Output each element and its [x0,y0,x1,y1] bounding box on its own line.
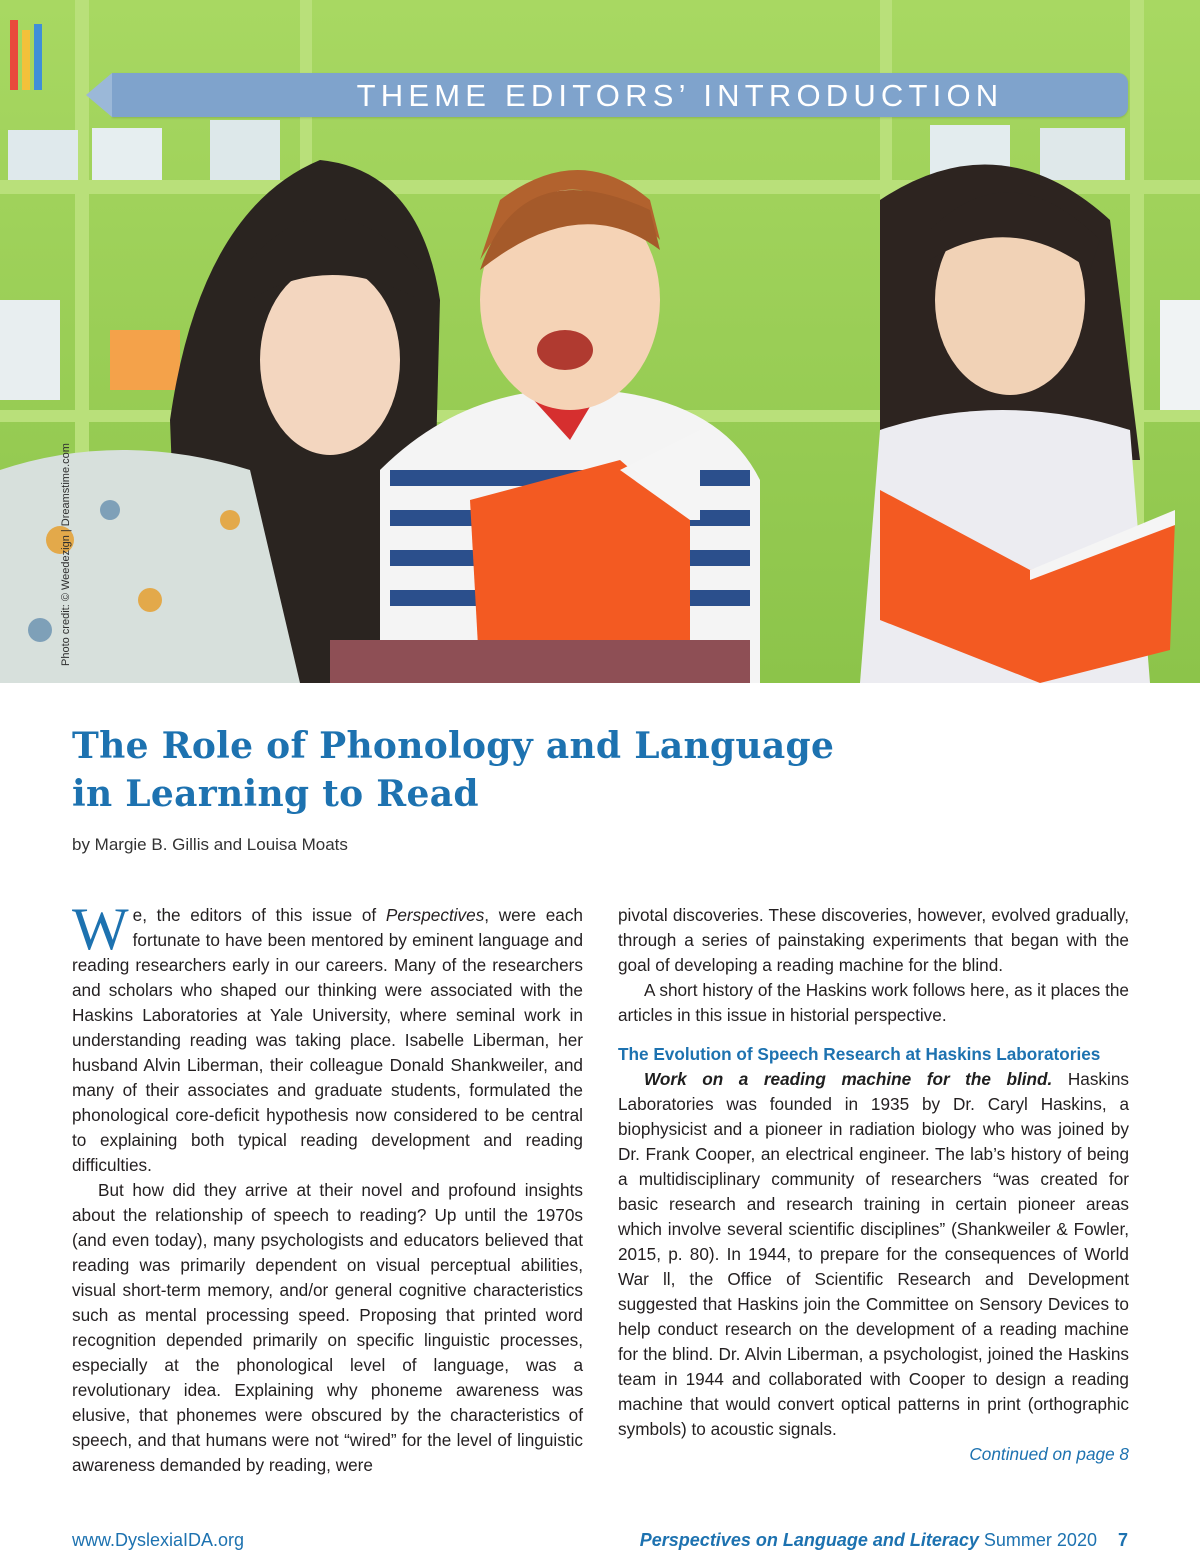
section-heading: The Evolution of Speech Research at Haskins Laboratories [618,1044,1101,1064]
intro-text-a: e, the editors of this issue of [132,905,386,925]
continued-link[interactable]: Continued on page 8 [969,1444,1129,1464]
paragraph-history: A short history of the Haskins work follows here, as it places the articles in this issue in historial perspective. [618,980,1129,1025]
article-title [72,722,834,818]
title-line-1: The Role of Phonology and Language [72,725,835,767]
paragraph-intro [72,896,583,1178]
byline: by Margie B. Gillis and Louisa Moats [72,835,348,854]
theme-label: THEME EDITORS’ INTRODUCTION [356,78,1004,113]
hero-photo [0,0,1200,683]
footer-website[interactable]: www.DyslexiaIDA.org [72,1530,245,1550]
run-in-heading: Work on a reading machine for the blind. [644,1069,1053,1089]
paragraph-reading-machine [618,1067,1129,1442]
intro-text-b: , were each fortunate to have been mentored by eminent language and reading researchers early in our careers. Many of the researchers and scholars who shaped our thinking were associated with the Haskins Laboratories at Yale University, where seminal work in understanding reading was taking place. Isabelle Liberman, her husband Alvin Liberman, their colleague Donald Shankweiler, and many of their associates and graduate students, formulated the phonological core-deficit hypothesis now considered to be central to explaining both typical reading development and reading difficulties. [72,905,583,1175]
footer-issue: Summer 2020 [983,1530,1097,1550]
reading-machine-text: Haskins Laboratories was founded in 1935 by Dr. Caryl Haskins, a biophysicist and a pioneer in radiation biology who was joined by Dr. Frank Cooper, an electrical engineer. The lab’s history of being a multidisciplinary community of researchers “was created for basic research and research training in certain pioneer areas which involve several scientific disciplines” (Shankweiler & Fowler, 2015, p. 80). In 1944, to prepare for the consequences of World War ll, the Office of Scientific Research and Development suggested that Haskins join the Committee on Sensory Devices to help conduct research on the development of a reading machine for the blind. Dr. Alvin Liberman, a psychologist, joined the Haskins team in 1944 and collaborated with Cooper to design a reading machine that would convert optical patterns in print (orthographic symbols) to acoustic signals. [618,1069,1129,1439]
paragraph-second: But how did they arrive at their novel and profound insights about the relationship of speech to reading? Up until the 1970s (and even today), many psychologists and educators believed that reading was primarily dependent on visual perceptual abilities, visual short-term memory, and/or general cognitive characteristics such as mental processing speed. Proposing that printed word recognition depended primarily on specific linguistic processes, especially at the phonological level of language, was a revolutionary idea. Explaining why phoneme awareness was elusive, that phonemes were obscured by the characteristics of speech, and that humans were not “wired” for the level of linguistic awareness demanded by reading, were [72,1180,583,1475]
drop-cap: W [72,896,129,962]
paragraph-continuation: pivotal discoveries. These discoveries, however, evolved gradually, through a series of painstaking experiments that began with the goal of developing a reading machine for the blind. [618,905,1129,975]
journal-name-italic: Perspectives [385,905,485,925]
footer-journal-info [640,1530,1128,1551]
theme-banner [112,73,1128,117]
footer-journal-name: Perspectives on Language and Literacy [639,1530,979,1550]
page-number: 7 [1117,1530,1128,1550]
right-column [618,903,1129,1467]
title-line-2: in Learning to Read [72,773,479,815]
left-column [72,896,583,1478]
banner-cap-icon [86,73,112,117]
photo-credit: Photo credit: © Weedezign | Dreamstime.com [60,443,72,666]
